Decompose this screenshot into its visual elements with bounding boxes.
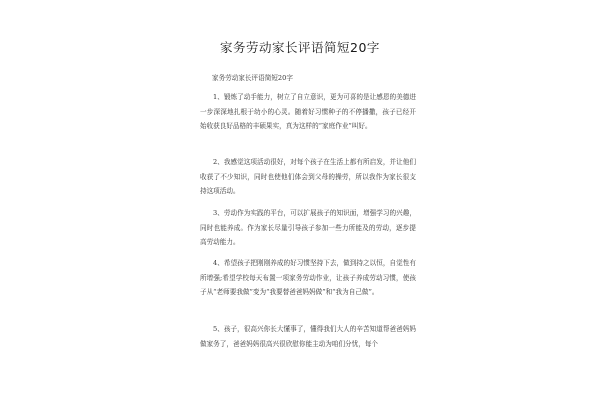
paragraph-5: 5、孩子，很高兴你长大懂事了，懂得我们大人的辛苦知道帮爸爸妈妈做家务了，爸爸妈妈很高兴很欣慰你能主动为咱们分忧，每个 — [200, 325, 416, 348]
page-title: 家务劳动家长评语简短20字 — [220, 40, 380, 55]
paragraph-2: 2、我感觉这项活动很好，对每个孩子在生活上都有所启发，并让他们收获了不少知识，同时也使他们体会到父母的操劳，所以我作为家长很支持这项活动。 — [200, 158, 416, 196]
paragraph-3: 3、劳动作为实践的平台，可以扩展孩子的知识面，增强学习的兴趣，同时也能养成。作为家长尽量引导孩子参加一些力所能及的劳动，逐步提高劳动能力。 — [200, 209, 416, 247]
paragraph-1: 1、锻炼了动手能力，树立了自立意识，更为可喜的是让感恩的美德进一步深深地扎根于幼小的心灵。随着好习惯种子的不停播撒，孩子已经开始收获良好品格的丰硕果实，真为这样的“家庭作业”叫好。 — [200, 93, 416, 131]
paragraph-4: 4、希望孩子把刚刚养成的好习惯坚持下去，做到持之以恒，自觉性有所增强;希望学校每天布置一项家务劳动作业，让孩子养成劳动习惯，使孩子从“老师要我做”变为“我要替爸爸妈妈做”和“我为自己做”。 — [200, 259, 416, 297]
document-subtitle: 家务劳动家长评语简短20字 — [212, 74, 293, 82]
